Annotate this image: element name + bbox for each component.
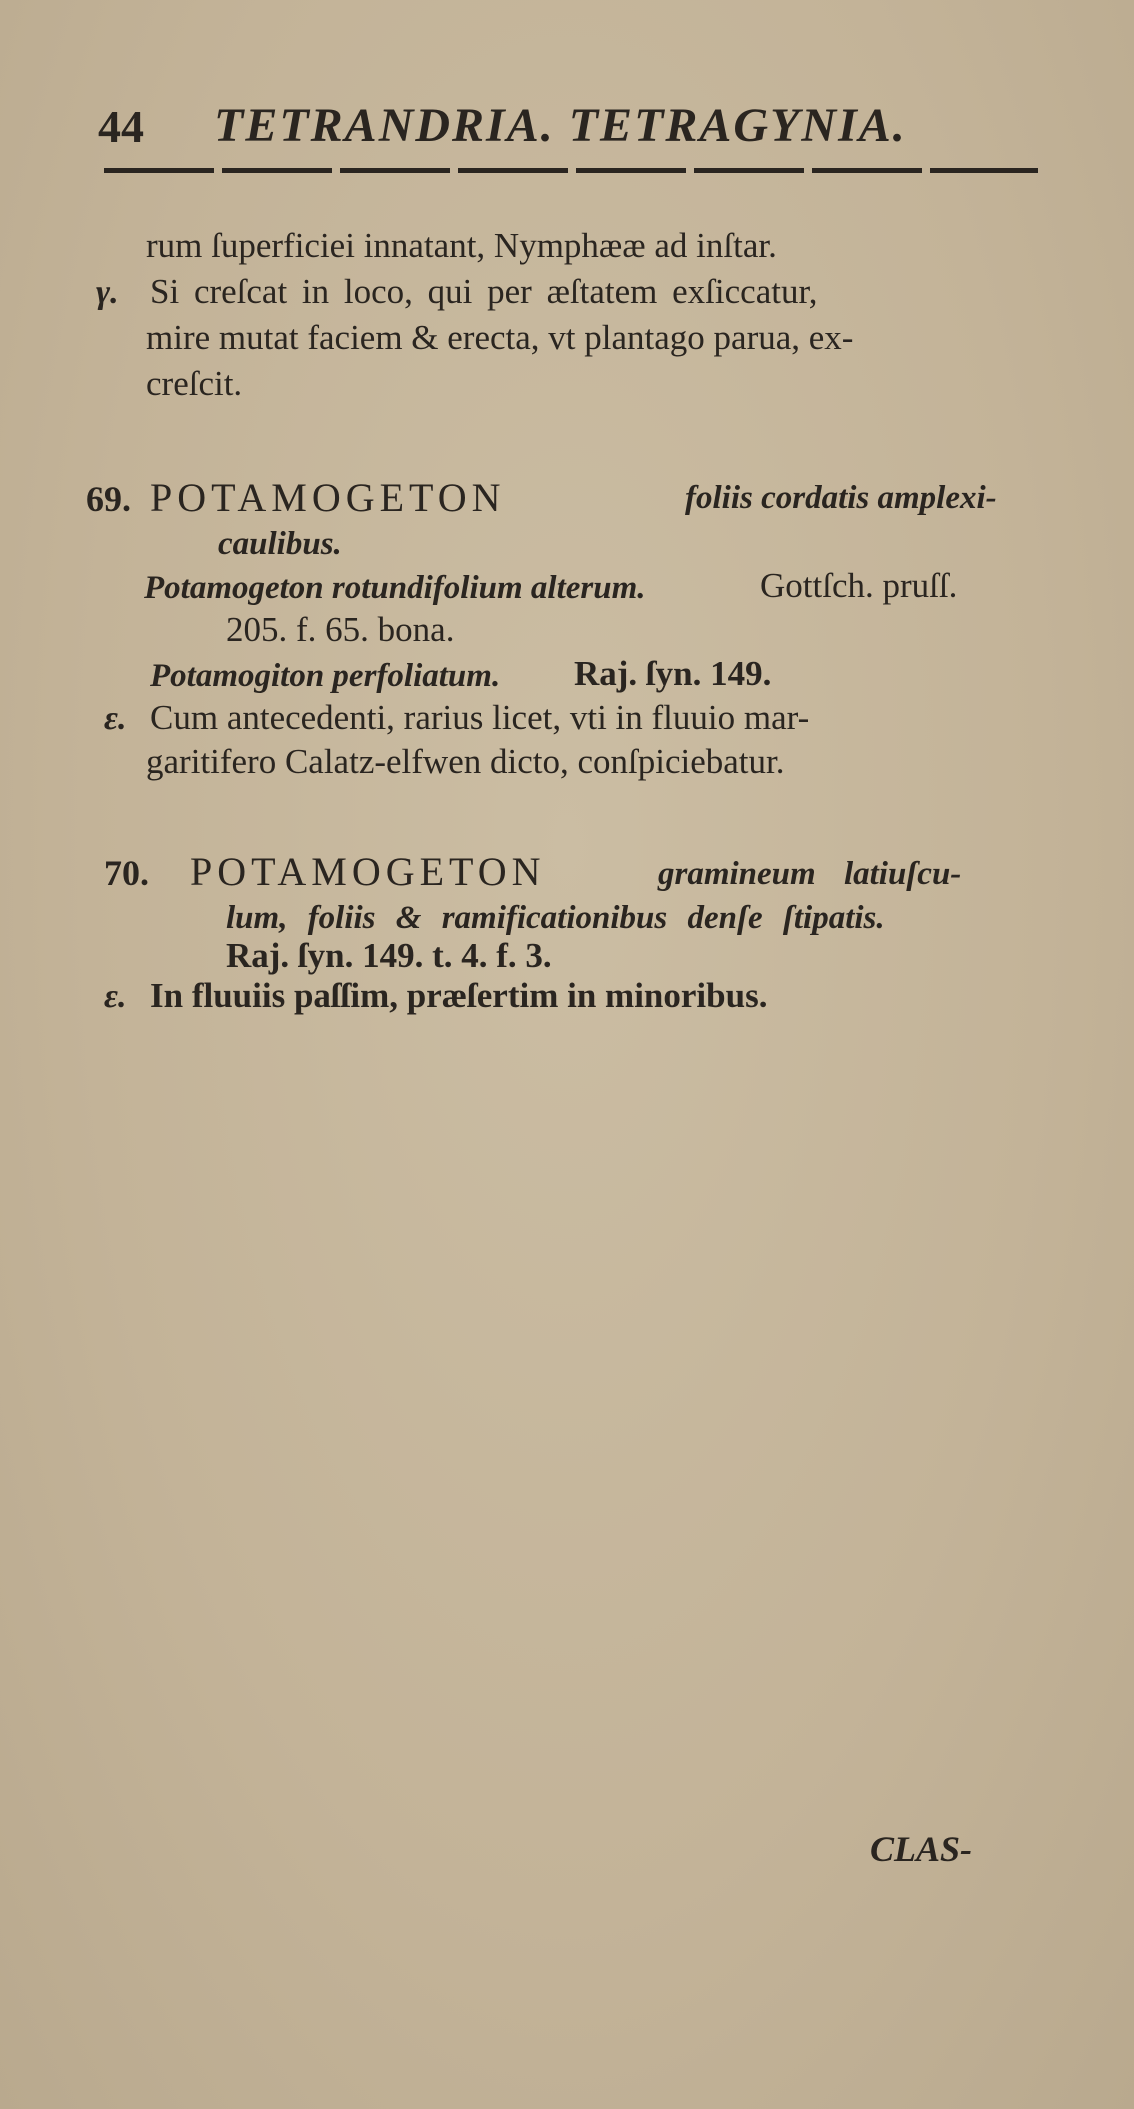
entry-69-synonym-1-ref: Gottſch. pruſſ. xyxy=(760,566,958,605)
entry-69-genus: POTAMOGETON xyxy=(150,475,506,520)
page-number: 44 xyxy=(98,101,144,152)
entry-69-synonym-1-ref-2: 205. f. 65. bona. xyxy=(226,610,455,649)
entry-70-reference: Raj. ſyn. 149. t. 4. f. 3. xyxy=(226,936,552,975)
entry-69-diagnosis-2: caulibus. xyxy=(218,526,342,562)
entry-69-synonym-1: Potamogeton rotundifolium alterum. xyxy=(144,570,646,606)
continuation-line-1: rum ſuperficiei innatant, Nymphææ ad inſtar. xyxy=(146,226,777,265)
entry-69-synonym-2-ref: Raj. ſyn. 149. xyxy=(574,654,772,693)
continuation-line-3: mire mutat faciem & erecta, vt plantago parua, ex- xyxy=(146,318,854,357)
entry-69-number: 69. xyxy=(86,479,131,519)
entry-70-genus: POTAMOGETON xyxy=(190,849,546,894)
continuation-line-2: Si creſcat in loco, qui per æſtatem exſiccatur, xyxy=(150,272,818,311)
catchword: CLAS- xyxy=(870,1829,973,1869)
continuation-line-4: creſcit. xyxy=(146,364,243,403)
entry-70-epsilon-mark: ε. xyxy=(104,978,127,1015)
entry-70-note: In fluuiis paſſim, præſertim in minoribus. xyxy=(150,976,768,1015)
entry-69-epsilon-mark: ε. xyxy=(104,700,127,737)
entry-69-note-1: Cum antecedenti, rarius licet, vti in fluuio mar- xyxy=(150,698,810,737)
header-rule xyxy=(104,168,1038,173)
gamma-mark: γ. xyxy=(96,274,119,311)
entry-70-number: 70. xyxy=(104,853,149,893)
entry-69-note-2: garitifero Calatz-elfwen dicto, conſpiciebatur. xyxy=(146,742,785,781)
entry-69-synonym-2: Potamogiton perfoliatum. xyxy=(150,658,501,694)
entry-70-diagnosis-2: lum, foliis & ramificationibus denſe ſtipatis. xyxy=(226,900,885,936)
entry-70-diagnosis-1: gramineum latiuſcu- xyxy=(658,856,962,892)
running-title: TETRANDRIA. TETRAGYNIA. xyxy=(214,99,907,152)
entry-69-diagnosis-1: foliis cordatis amplexi- xyxy=(685,480,997,516)
